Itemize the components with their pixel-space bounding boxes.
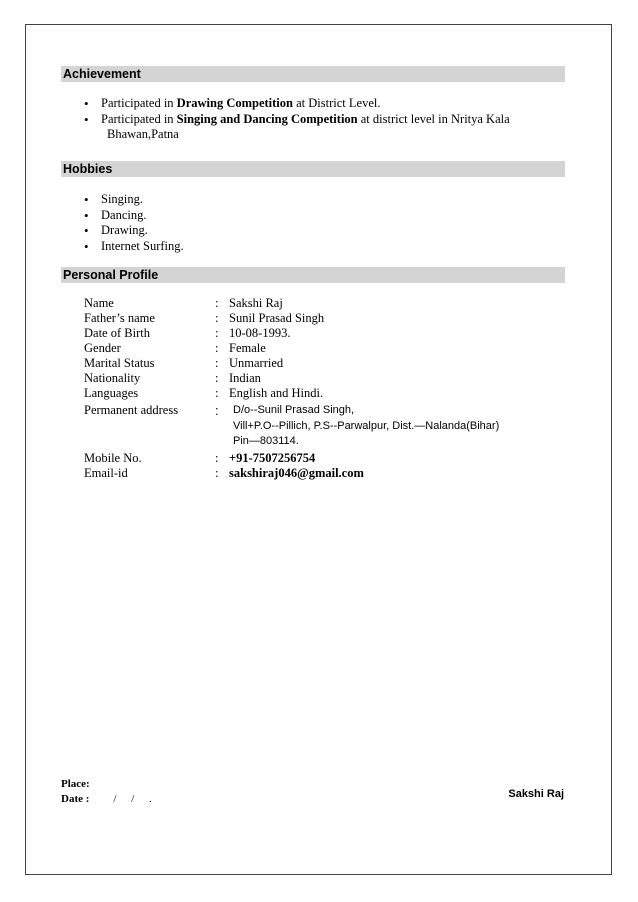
list-item: • Internet Surfing. xyxy=(84,239,554,255)
profile-row-email: Email-id : sakshiraj046@gmail.com xyxy=(84,465,364,480)
list-item: • Participated in Singing and Dancing Competition at district level in Nritya Kala Bhawan,Patna xyxy=(84,112,554,143)
personal-profile-heading: Personal Profile xyxy=(61,267,565,283)
address-line: Pin—803114. xyxy=(233,435,299,447)
date-row xyxy=(61,792,152,807)
profile-row-father: Father’s name : Sunil Prasad Singh xyxy=(84,311,325,325)
profile-row-marital: Marital Status : Unmarried xyxy=(84,356,284,370)
list-item: • Singing. xyxy=(84,192,554,208)
profile-row-nationality: Nationality : Indian xyxy=(84,371,261,385)
signature-name: Sakshi Raj xyxy=(508,788,564,800)
profile-row-name: Name : Sakshi Raj xyxy=(84,296,283,310)
list-item: • Drawing. xyxy=(84,223,554,239)
date-label: Date : xyxy=(61,793,90,805)
list-item: • Participated in Drawing Competition at District Level. xyxy=(84,96,554,112)
address-line: D/o--Sunil Prasad Singh, xyxy=(233,404,355,416)
footer-place-date xyxy=(61,777,152,807)
profile-row-address: Permanent address : D/o--Sunil Prasad Singh, Vill+P.O--Pillich, P.S--Parwalpur, Dist.—Nalanda(Bihar) Pin—803114. xyxy=(84,403,564,450)
achievement-heading: Achievement xyxy=(61,66,565,82)
profile-row-dob: Date of Birth : 10-08-1993. xyxy=(84,326,291,340)
profile-row-mobile: Mobile No. : +91-7507256754 xyxy=(84,450,316,465)
personal-profile xyxy=(84,296,564,481)
achievement-list xyxy=(84,96,554,143)
place-label: Place: xyxy=(61,778,90,790)
address-line: Vill+P.O--Pillich, P.S--Parwalpur, Dist.—Nalanda(Bihar) xyxy=(233,419,500,432)
hobbies-heading: Hobbies xyxy=(61,161,565,177)
hobbies-list xyxy=(84,192,554,254)
profile-row-gender: Gender : Female xyxy=(84,341,266,355)
list-item: • Dancing. xyxy=(84,208,554,224)
date-value: / / . xyxy=(113,793,152,805)
profile-row-languages: Languages : English and Hindi. xyxy=(84,386,324,400)
